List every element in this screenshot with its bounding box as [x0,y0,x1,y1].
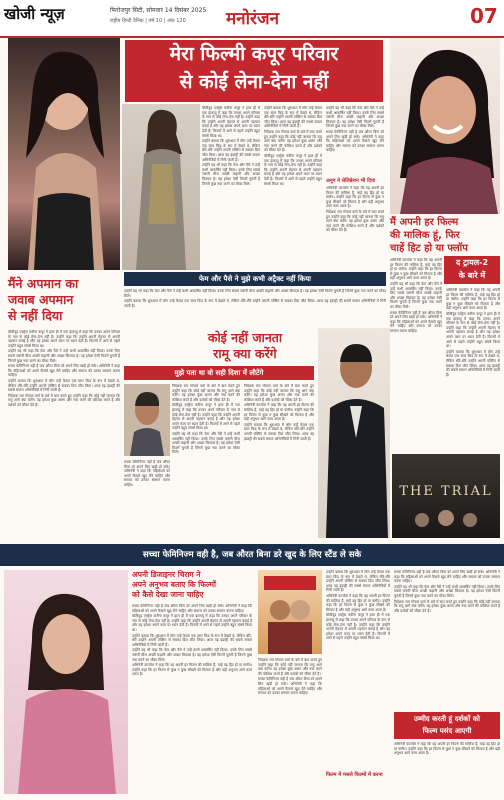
woman-in-pink-icon [4,570,128,794]
article-column-3b [326,186,384,270]
ramu-subhead-box: मुझे पता था वो सही दिशा में लौटेंगे [124,366,314,380]
feminism-col-5 [394,742,500,794]
feminism-subheadline [132,570,252,600]
article-column-3 [326,106,384,176]
fame-headline-bar: फेम और पैसे ने मुझे कभी अट्रैक्ट नहीं किया [124,272,386,286]
article-paragraph: सच्चा फेमिनिज्म वही है जब औरत बिना डरे अपने लिए खड़ी हो सके। अभिनेत्री ने कहा कि महिलाओं को अपने फैसले खुद लेने चाहिए और समाज को उनका सम्मान करना चाहिए। [258,677,322,696]
ramu-headline [160,330,330,362]
article-paragraph: उन्होंने बताया कि शुरुआत में लोग उन्हें केवल एक स्टार किड के रूप में देखते थे, लेकिन धीरे-धीरे उन्होंने अपनी एक्टिंग से सबका दिल जीत लिया। आज वह इंडस्ट्री की सबसे सफल अभिनेत्रियों में गिनी जाती हैं। [326,570,390,593]
actress-silhouette-icon [8,38,120,270]
feminism-col-2 [258,658,322,768]
right-quote-line-2: की मालिक हूं, फिर [390,230,460,241]
feminism-sub-line-2: अपने अनुभव बताए कि फिल्मों [132,580,216,589]
feminism-col-1 [132,604,252,794]
kajol-article-col-2 [446,288,500,448]
section-title: मनोरंजन [226,9,280,29]
article-paragraph: उन्होंने बताया कि शुरुआत में लोग उन्हें केवल एक स्टार किड के रूप में देखते थे, लेकिन धीरे-धीरे उन्होंने अपनी एक्टिंग से सबका दिल जीत लिया। आज वह इंडस्ट्री की सबसे सफल अभिनेत्रियों में गिनी जाती हैं। [446,349,500,377]
article-paragraph: उन्होंने बताया कि शुरुआत में लोग उन्हें केवल एक स्टार किड के रूप में देखते थे, लेकिन धीरे-धीरे उन्होंने अपनी एक्टिंग से सबका दिल जीत लिया। आज वह इंडस्ट्री की सबसे सफल अभिनेत्रियों में गिनी जाती हैं। [124,299,386,308]
article-paragraph: बॉलीवुड एक्ट्रेस करीना कपूर ने हाल ही में एक इंटरव्यू में कहा कि उनका अपने परिवार के नाम से कोई लेना-देना नहीं है। उन्होंने कहा कि उन्होंने अपनी मेहनत से अपनी पहचान बनाई है और वह हमेशा अपने काम पर ध्यान देती हैं। फिल्मों में आने से पहले उन्होंने बहुत संघर्ष किया था। [326,613,390,641]
kajol-article-col-1 [390,258,442,448]
actress-photo-right [390,38,500,214]
director-photo [124,384,170,456]
right-quote-line-3: चाहें हिट हो या फ्लॉप [390,243,468,254]
right-pull-quote [390,216,502,255]
ramu-article-col-0 [124,460,170,534]
article-paragraph: उन्होंने यह भी कहा कि फेम और पैसे ने उन्हें कभी आकर्षित नहीं किया। उनके लिए सबसे जरूरी चीज अच्छी कहानी और अच्छा किरदार है। वह हमेशा ऐसी फिल्में चुनती हैं जिनमें कुछ नया करने का मौका मिले। [132,648,252,662]
trial-poster [392,454,500,538]
article-paragraph: उन्होंने यह भी कहा कि फेम और पैसे ने उन्हें कभी आकर्षित नहीं किया। उनके लिए सबसे जरूरी चीज अच्छी कहानी और अच्छा किरदार है। वह हमेशा ऐसी फिल्में चुनती हैं जिनमें कुछ नया करने का मौका मिले। [8,349,120,363]
article-paragraph: सच्चा फेमिनिज्म वही है जब औरत बिना डरे अपने लिए खड़ी हो सके। अभिनेत्री ने कहा कि महिलाओं को अपने फैसले खुद लेने चाहिए और समाज को उनका सम्मान करना चाहिए। [326,129,384,153]
article-paragraph: उन्होंने यह भी कहा कि फेम और पैसे ने उन्हें कभी आकर्षित नहीं किया। उनके लिए सबसे जरूरी चीज अच्छी कहानी और अच्छा किरदार है। वह हमेशा ऐसी फिल्में चुनती हैं जिनमें कुछ नया करने का मौका मिले। [326,106,384,129]
article-paragraph: निर्देशक राम गोपाल वर्मा के बारे में बात करते हुए उन्होंने कहा कि कोई नहीं जानता कि रामू आगे क्या करेंगे। वह हमेशा कुछ अलग और नया करने की कोशिश करते हैं और दर्शकों को चौंका देते हैं। [244,384,314,402]
actor-in-suit-icon [318,328,390,538]
article-paragraph: निर्देशक राम गोपाल वर्मा के बारे में बात करते हुए उन्होंने कहा कि कोई नहीं जानता कि रामू आगे क्या करेंगे। वह हमेशा कुछ अलग और नया करने की कोशिश करते हैं और दर्शकों को चौंका देते हैं। [264,129,322,153]
article-paragraph: निर्देशक राम गोपाल वर्मा के बारे में बात करते हुए उन्होंने कहा कि कोई नहीं जानता कि रामू आगे क्या करेंगे। वह हमेशा कुछ अलग और नया करने की कोशिश करते हैं और दर्शकों को चौंका देते हैं। [8,393,120,407]
article-paragraph: उन्होंने यह भी कहा कि फेम और पैसे ने उन्हें कभी आकर्षित नहीं किया। उनके लिए सबसे जरूरी चीज अच्छी कहानी और अच्छा किरदार है। वह हमेशा ऐसी फिल्में चुनती हैं जिनमें कुछ नया करने का मौका मिले। [172,431,240,455]
left-quote-line-1: मैंने अपमान का [8,276,79,291]
article-paragraph: उन्होंने यह भी कहा कि फेम और पैसे ने उन्हें कभी आकर्षित नहीं किया। उनके लिए सबसे जरूरी चीज अच्छी कहानी और अच्छा किरदार है। वह हमेशा ऐसी फिल्में चुनती हैं जिनमें कुछ नया करने का मौका मिले। [124,289,386,298]
article-paragraph: सच्चा फेमिनिज्म वही है जब औरत बिना डरे अपने लिए खड़ी हो सके। अभिनेत्री ने कहा कि महिलाओं को अपने फैसले खुद लेने चाहिए और समाज को उनका सम्मान करना चाहिए। [132,604,252,613]
article-paragraph: अभिनेत्री काजोल ने कहा कि वह अपनी हर फिल्म की मालिक हैं, चाहे वह हिट हो या फ्लॉप। उन्होंने कहा कि हर फिल्म से कुछ न कुछ सीखने को मिलता है और यही अनुभव आगे काम आता है। [390,258,442,281]
feminism-sub-line-1: अपनी डिजाइनर चिराग ने [132,570,201,579]
left-article-body [8,330,120,570]
article-paragraph: उन्होंने बताया कि शुरुआत में लोग उन्हें केवल एक स्टार किड के रूप में देखते थे, लेकिन धीरे-धीरे उन्होंने अपनी एक्टिंग से सबका दिल जीत लिया। आज वह इंडस्ट्री की सबसे सफल अभिनेत्रियों में गिनी जाती हैं। [244,422,314,441]
article-paragraph: उन्होंने बताया कि शुरुआत में लोग उन्हें केवल एक स्टार किड के रूप में देखते थे, लेकिन धीरे-धीरे उन्होंने अपनी एक्टिंग से सबका दिल जीत लिया। आज वह इंडस्ट्री की सबसे सफल अभिनेत्रियों में गिनी जाती हैं। [8,378,120,393]
article-paragraph: अभिनेत्री काजोल ने कहा कि वह अपनी हर फिल्म की मालिक हैं, चाहे वह हिट हो या फ्लॉप। उन्होंने कहा कि हर फिल्म से कुछ न कुछ सीखने को मिलता है और यही अनुभव आगे काम आता है। [244,403,314,422]
film-poster [258,570,322,654]
edition-line: राष्ट्रीय हिन्दी दैनिक | वर्ष 10 | अंक 120 [110,18,186,24]
couple-poster-icon [258,570,322,654]
article-paragraph: उन्होंने यह भी कहा कि फेम और पैसे ने उन्हें कभी आकर्षित नहीं किया। उनके लिए सबसे जरूरी चीज अच्छी कहानी और अच्छा किरदार है। वह हमेशा ऐसी फिल्में चुनती हैं जिनमें कुछ नया करने का मौका मिले। [202,163,260,186]
feminism-col-3 [326,570,390,770]
actor-photo [318,328,390,538]
actress-photo-left [8,38,120,270]
article-paragraph: सच्चा फेमिनिज्म वही है जब औरत बिना डरे अपने लिए खड़ी हो सके। अभिनेत्री ने कहा कि महिलाओं को अपने फैसले खुद लेने चाहिए और समाज को उनका सम्मान करना चाहिए। [390,310,442,333]
masthead [0,0,504,38]
article-paragraph: सच्चा फेमिनिज्म वही है जब औरत बिना डरे अपने लिए खड़ी हो सके। अभिनेत्री ने कहा कि महिलाओं को अपने फैसले खुद लेने चाहिए और समाज को उनका सम्मान करना चाहिए। [8,364,120,378]
article-paragraph: सच्चा फेमिनिज्म वही है जब औरत बिना डरे अपने लिए खड़ी हो सके। अभिनेत्री ने कहा कि महिलाओं को अपने फैसले खुद लेने चाहिए और समाज को उनका सम्मान करना चाहिए। [394,570,500,584]
article-column-2 [264,106,322,270]
ramu-headline-line-2: रामू क्या करेंगे [213,346,277,361]
ramu-article-col-2 [244,384,314,534]
trial-box-line-1: द ट्रायल-2 [455,258,489,267]
page-number: 07 [470,4,498,28]
left-quote-line-3: से नहीं दिया [8,308,63,323]
hope-box-line-1: उम्मीद करती हूं दर्शकों को [413,715,480,723]
trial-info-box [444,256,500,284]
article-paragraph: उन्होंने बताया कि शुरुआत में लोग उन्हें केवल एक स्टार किड के रूप में देखते थे, लेकिन धीरे-धीरे उन्होंने अपनी एक्टिंग से सबका दिल जीत लिया। आज वह इंडस्ट्री की सबसे सफल अभिनेत्रियों में गिनी जाती हैं। [264,106,322,129]
actress-in-gown-icon [122,104,200,270]
main-headline-line-2: से कोई लेना-देना नहीं [179,71,329,93]
article-paragraph: बॉलीवुड एक्ट्रेस करीना कपूर ने हाल ही में एक इंटरव्यू में कहा कि उनका अपने परिवार के नाम से कोई लेना-देना नहीं है। उन्होंने कहा कि उन्होंने अपनी मेहनत से अपनी पहचान बनाई है और वह हमेशा अपने काम पर ध्यान देती हैं। फिल्मों में आने से पहले उन्होंने बहुत संघर्ष किया था। [202,106,260,138]
trial-poster-title: THE TRIAL [399,484,493,499]
fame-article-body [124,289,386,321]
article-paragraph: सच्चा फेमिनिज्म वही है जब औरत बिना डरे अपने लिए खड़ी हो सके। अभिनेत्री ने कहा कि महिलाओं को अपने फैसले खुद लेने चाहिए और समाज को उनका सम्मान करना चाहिए। [124,460,170,487]
feminism-col-4 [394,570,500,710]
dateline: फिरोजपुर सिटी, सोमवार 14 दिसंबर 2025 [110,7,207,14]
newspaper-brand: खोजी न्यूज़ [4,5,65,23]
article-paragraph: उन्होंने बताया कि शुरुआत में लोग उन्हें केवल एक स्टार किड के रूप में देखते थे, लेकिन धीरे-धीरे उन्होंने अपनी एक्टिंग से सबका दिल जीत लिया। आज वह इंडस्ट्री की सबसे सफल अभिनेत्रियों में गिनी जाती हैं। [202,139,260,162]
trial-box-line-2: के बारे में [458,271,486,280]
right-quote-line-1: मैं अपनी हर फिल्म [390,217,459,228]
article-paragraph: अभिनेत्री काजोल ने कहा कि वह अपनी हर फिल्म की मालिक हैं, चाहे वह हिट हो या फ्लॉप। उन्होंने कहा कि हर फिल्म से कुछ न कुछ सीखने को मिलता है और यही अनुभव आगे काम आता है। [394,742,500,756]
kapil-subhead: फिल्म में मसले फिल्मों में करना [326,772,383,778]
main-headline-line-1: मेरा फिल्मी कपूर परिवार [169,43,339,65]
article-paragraph: अभिनेत्री काजोल ने कहा कि वह अपनी हर फिल्म की मालिक हैं, चाहे वह हिट हो या फ्लॉप। उन्होंने कहा कि हर फिल्म से कुछ न कुछ सीखने को मिलता है और यही अनुभव आगे काम आता है। [326,593,390,612]
article-paragraph: निर्देशक राम गोपाल वर्मा के बारे में बात करते हुए उन्होंने कहा कि कोई नहीं जानता कि रामू आगे क्या करेंगे। वह हमेशा कुछ अलग और नया करने की कोशिश करते हैं और दर्शकों को चौंका देते हैं। [326,209,384,233]
man-portrait-icon [124,384,170,456]
article-paragraph: उन्होंने यह भी कहा कि फेम और पैसे ने उन्हें कभी आकर्षित नहीं किया। उनके लिए सबसे जरूरी चीज अच्छी कहानी और अच्छा किरदार है। वह हमेशा ऐसी फिल्में चुनती हैं जिनमें कुछ नया करने का मौका मिले। [390,281,442,309]
article-paragraph: उन्होंने बताया कि शुरुआत में लोग उन्हें केवल एक स्टार किड के रूप में देखते थे, लेकिन धीरे-धीरे उन्होंने अपनी एक्टिंग से सबका दिल जीत लिया। आज वह इंडस्ट्री की सबसे सफल अभिनेत्रियों में गिनी जाती हैं। [132,633,252,647]
hope-box-line-2: फिल्म पसंद आएगी [422,727,472,735]
ramu-headline-line-1: कोई नहीं जानता [207,330,283,345]
actress-photo-bottom [4,570,128,794]
ramu-article-col-1 [172,384,240,534]
article-paragraph: अभिनेत्री काजोल ने कहा कि वह अपनी हर फिल्म की मालिक हैं, चाहे वह हिट हो या फ्लॉप। उन्होंने कहा कि हर फिल्म से कुछ न कुछ सीखने को मिलता है और यही अनुभव आगे काम आता है। [326,186,384,209]
article-paragraph: अभिनेत्री काजोल ने कहा कि वह अपनी हर फिल्म की मालिक हैं, चाहे वह हिट हो या फ्लॉप। उन्होंने कहा कि हर फिल्म से कुछ न कुछ सीखने को मिलता है और यही अनुभव आगे काम आता है। [446,288,500,311]
article-paragraph: उन्होंने यह भी कहा कि फेम और पैसे ने उन्हें कभी आकर्षित नहीं किया। उनके लिए सबसे जरूरी चीज अच्छी कहानी और अच्छा किरदार है। वह हमेशा ऐसी फिल्में चुनती हैं जिनमें कुछ नया करने का मौका मिले। [394,584,500,598]
actress-photo-center [122,104,200,270]
article-paragraph: बॉलीवुड एक्ट्रेस करीना कपूर ने हाल ही में एक इंटरव्यू में कहा कि उनका अपने परिवार के नाम से कोई लेना-देना नहीं है। उन्होंने कहा कि उन्होंने अपनी मेहनत से अपनी पहचान बनाई है और वह हमेशा अपने काम पर ध्यान देती हैं। फिल्मों में आने से पहले उन्होंने बहुत संघर्ष किया था। [172,403,240,431]
article-paragraph: निर्देशक राम गोपाल वर्मा के बारे में बात करते हुए उन्होंने कहा कि कोई नहीं जानता कि रामू आगे क्या करेंगे। वह हमेशा कुछ अलग और नया करने की कोशिश करते हैं और दर्शकों को चौंका देते हैं। [172,384,240,402]
article-paragraph: बॉलीवुड एक्ट्रेस करीना कपूर ने हाल ही में एक इंटरव्यू में कहा कि उनका अपने परिवार के नाम से कोई लेना-देना नहीं है। उन्होंने कहा कि उन्होंने अपनी मेहनत से अपनी पहचान बनाई है और वह हमेशा अपने काम पर ध्यान देती हैं। फिल्मों में आने से पहले उन्होंने बहुत संघर्ष किया था। [132,614,252,632]
article-column-1 [202,106,260,270]
hope-box [394,712,500,739]
left-pull-quote [8,276,120,324]
article-paragraph: अभिनेत्री काजोल ने कहा कि वह अपनी हर फिल्म की मालिक हैं, चाहे वह हिट हो या फ्लॉप। उन्होंने कहा कि हर फिल्म से कुछ न कुछ सीखने को मिलता है और यही अनुभव आगे काम आता है। [132,663,252,677]
smiling-woman-icon [390,38,500,214]
main-headline [125,40,383,102]
poster-figures-icon [392,508,500,538]
article-paragraph: निर्देशक राम गोपाल वर्मा के बारे में बात करते हुए उन्होंने कहा कि कोई नहीं जानता कि रामू आगे क्या करेंगे। वह हमेशा कुछ अलग और नया करने की कोशिश करते हैं और दर्शकों को चौंका देते हैं। [258,658,322,676]
article-paragraph: बॉलीवुड एक्ट्रेस करीना कपूर ने हाल ही में एक इंटरव्यू में कहा कि उनका अपने परिवार के नाम से कोई लेना-देना नहीं है। उन्होंने कहा कि उन्होंने अपनी मेहनत से अपनी पहचान बनाई है और वह हमेशा अपने काम पर ध्यान देती हैं। फिल्मों में आने से पहले उन्होंने बहुत संघर्ष किया था। [446,311,500,349]
subheading: अनूप ने सेलिब्रेशन भी दिया [326,178,376,184]
article-paragraph: बॉलीवुड एक्ट्रेस करीना कपूर ने हाल ही में एक इंटरव्यू में कहा कि उनका अपने परिवार के नाम से कोई लेना-देना नहीं है। उन्होंने कहा कि उन्होंने अपनी मेहनत से अपनी पहचान बनाई है और वह हमेशा अपने काम पर ध्यान देती हैं। फिल्मों में आने से पहले उन्होंने बहुत संघर्ष किया था। [264,153,322,186]
feminism-headline: सच्चा फेमिनिज्म वही है, जब औरत बिना डरे खुद के लिए स्टैंड ले सके [0,544,504,566]
article-paragraph: निर्देशक राम गोपाल वर्मा के बारे में बात करते हुए उन्होंने कहा कि कोई नहीं जानता कि रामू आगे क्या करेंगे। वह हमेशा कुछ अलग और नया करने की कोशिश करते हैं और दर्शकों को चौंका देते हैं। [394,599,500,613]
article-paragraph: बॉलीवुड एक्ट्रेस करीना कपूर ने हाल ही में एक इंटरव्यू में कहा कि उनका अपने परिवार के नाम से कोई लेना-देना नहीं है। उन्होंने कहा कि उन्होंने अपनी मेहनत से अपनी पहचान बनाई है और वह हमेशा अपने काम पर ध्यान देती हैं। फिल्मों में आने से पहले उन्होंने बहुत संघर्ष किया था। [8,330,120,348]
left-quote-line-2: जवाब अपमान [8,292,74,307]
feminism-sub-line-3: को कैसे देखा जाना चाहिए [132,590,204,599]
